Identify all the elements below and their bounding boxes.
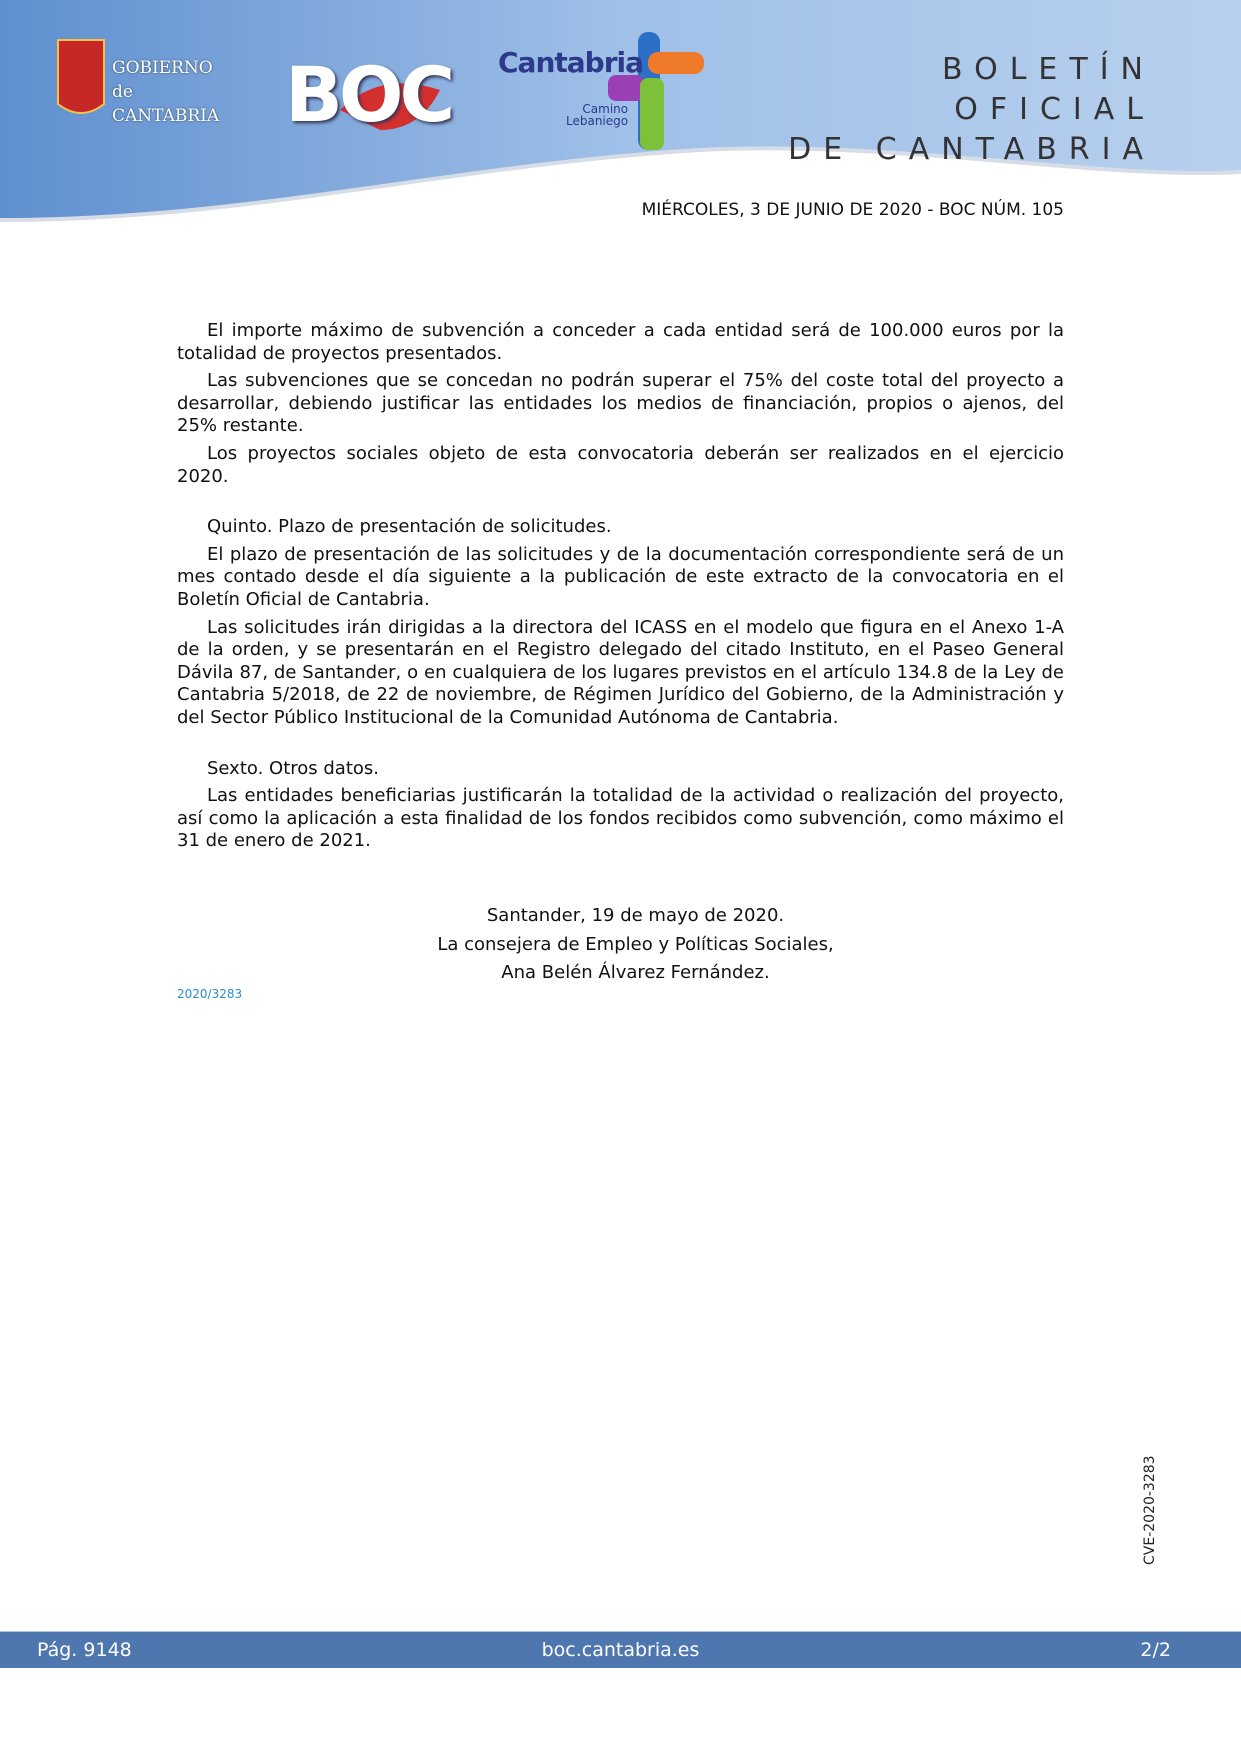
gobierno-line: GOBIERNO	[112, 58, 213, 78]
document-body	[177, 320, 1064, 858]
signature-line: Santander, 19 de mayo de 2020.	[486, 905, 785, 926]
footer-bar	[0, 1631, 1241, 1668]
title-line: DE CANTABRIA	[788, 132, 1155, 167]
paragraph: El importe máximo de subvención a conceder a cada entidad será de 100.000 euros por la totalidad de proyectos presentados.	[177, 320, 1064, 364]
paragraph: Las solicitudes irán dirigidas a la directora del ICASS en el modelo que figura en el Anexo 1-A de la orden, y se presentarán en el Registro delegado del citado Instituto, en el Paseo General Dávila 87, de Santander, o en cualquiera de los lugares previstos en el artículo 134.8 de la Ley de Cantabria 5/2018, de 22 de noviembre, de Régimen Jurídico del Gobierno, de la Administración y del Sector Público Institucional de la Comunidad Autónoma de Cantabria.	[177, 616, 1064, 728]
boc-logo: BOC	[285, 50, 452, 139]
publication-title	[775, 50, 1155, 170]
issue-date: MIÉRCOLES, 3 DE JUNIO DE 2020 - BOC NÚM. 105	[641, 200, 1064, 220]
paragraph: El plazo de presentación de las solicitudes y de la documentación correspondiente será de un mes contado desde el día siguiente a la publicación de este extracto de la convocatoria en el Boletín Oficial de Cantabria.	[177, 543, 1064, 610]
document-reference: 2020/3283	[177, 987, 243, 1001]
section-heading: Quinto. Plazo de presentación de solicitudes.	[207, 516, 612, 538]
gobierno-line: de	[112, 82, 133, 102]
footer-page-number: Pág. 9148	[37, 1639, 132, 1661]
paragraph: Los proyectos sociales objeto de esta convocatoria deberán ser realizados en el ejercicio 2020.	[177, 442, 1064, 487]
footer-site-link[interactable]: boc.cantabria.es	[541, 1639, 700, 1661]
cve-code: CVE-2020-3283	[1142, 1455, 1158, 1565]
signature-block	[177, 902, 1094, 988]
signature-line: La consejera de Empleo y Políticas Sociales,	[437, 933, 834, 955]
paragraph: Las entidades beneficiarias justificarán la totalidad de la actividad o realización del proyecto, así como la aplicación a esta finalidad de los fondos recibidos como subvención, como máximo el 31 de enero de 2021.	[177, 785, 1064, 852]
title-line: BOLETÍN OFICIAL	[942, 52, 1155, 127]
paragraph: Las subvenciones que se concedan no podrán superar el 75% del coste total del proyecto a desarrollar, debiendo justificar las entidades los medios de financiación, propios o ajenos, del 25% restante.	[177, 370, 1064, 437]
camino-line: Lebaniego	[566, 114, 629, 128]
cantabria-logo: Cantabria	[498, 46, 643, 79]
header-banner	[0, 0, 1241, 224]
gobierno-line: CANTABRIA	[112, 106, 220, 126]
coat-of-arms-icon	[58, 40, 104, 113]
signature-line: Ana Belén Álvarez Fernández.	[501, 962, 770, 983]
footer-page-count: 2/2	[1140, 1639, 1171, 1661]
camino-line: Camino	[582, 102, 629, 116]
section-heading: Sexto. Otros datos.	[207, 757, 380, 779]
camino-lebaniego-logo	[566, 103, 628, 127]
gobierno-logo-text	[112, 56, 219, 128]
